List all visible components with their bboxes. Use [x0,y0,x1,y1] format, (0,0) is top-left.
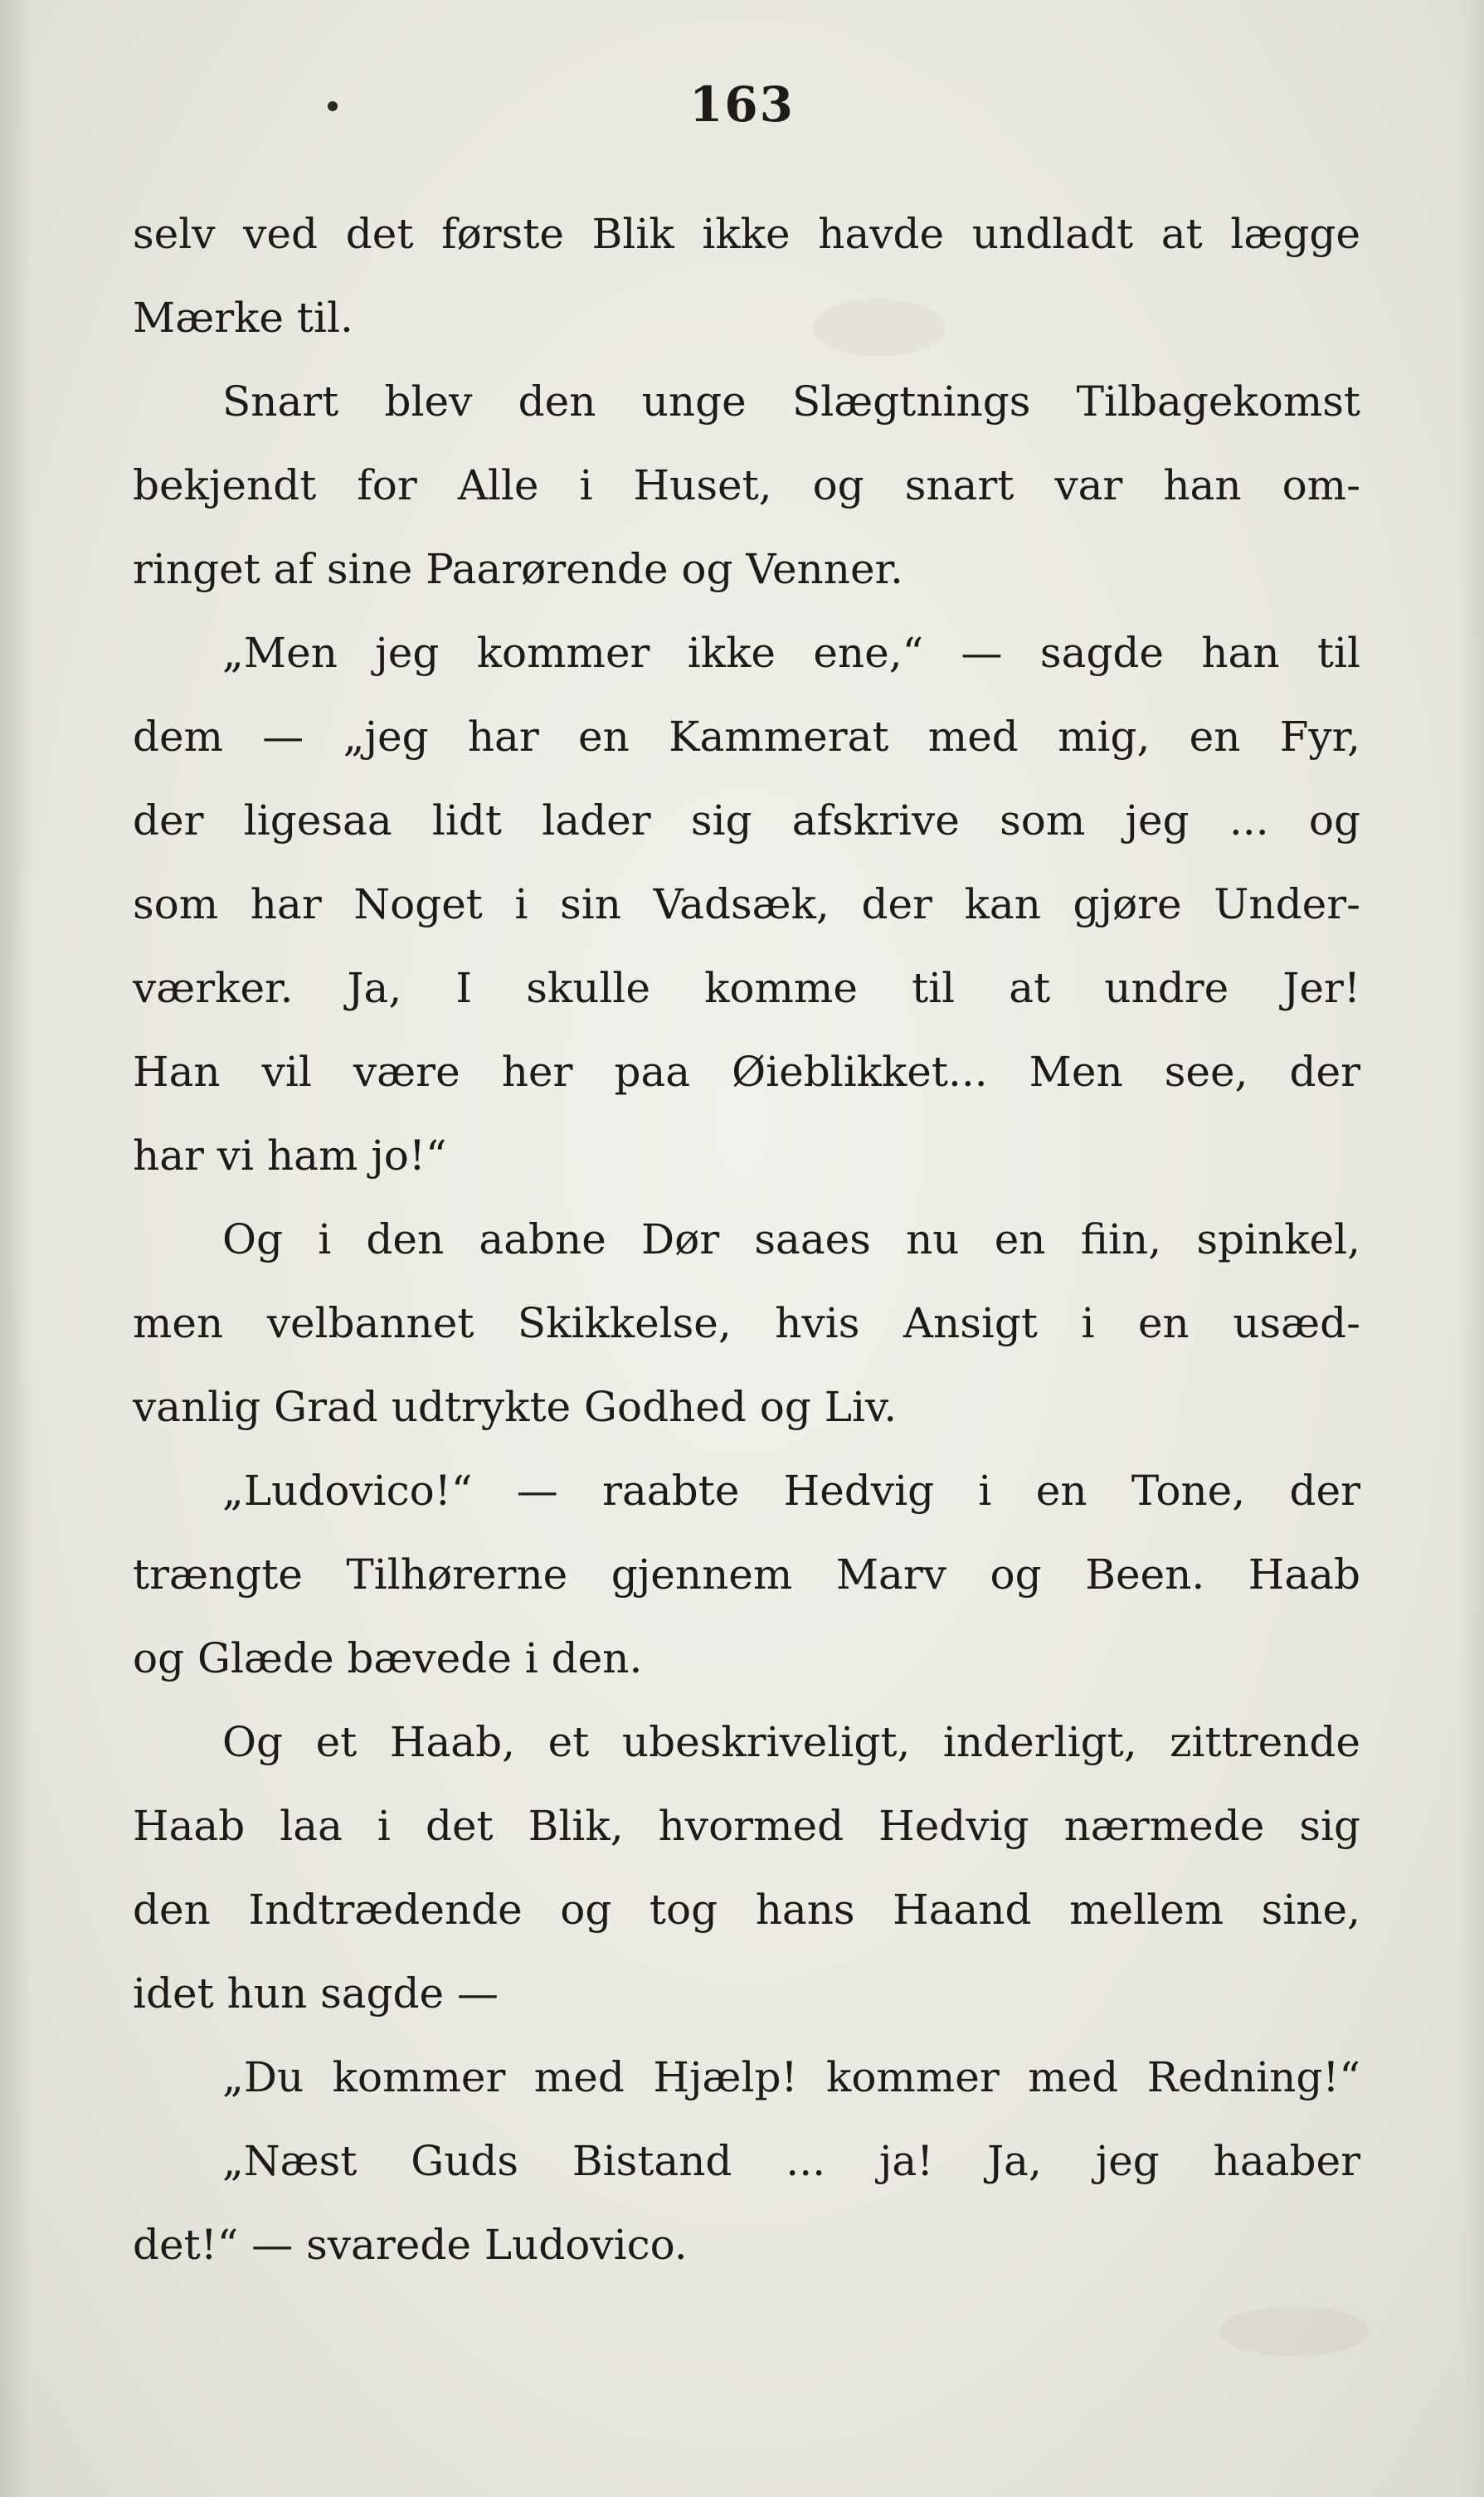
text-line: „Du kommer med Hjælp! kommer med Redning!“ [222,2053,1360,2101]
text-line: Haab laa i det Blik, hvormed Hedvig nærmede sig [133,1802,1360,1850]
paper-stain [1219,2306,1369,2356]
text-line: Snart blev den unge Slægtnings Tilbagekomst [222,377,1360,426]
text-line: Mærke til. [133,294,353,342]
text-line: ringet af sine Paarørende og Venner. [133,545,903,593]
text-line: Han vil være her paa Øieblikket... Men see, der [133,1048,1360,1096]
text-line: Og et Haab, et ubeskriveligt, inderligt, zittrende [222,1718,1360,1766]
text-line: „Men jeg kommer ikke ene,“ — sagde han til [222,629,1360,677]
text-line: som har Noget i sin Vadsæk, der kan gjøre Under- [133,880,1360,928]
text-line: bekjendt for Alle i Huset, og snart var han om- [133,461,1360,509]
text-line: den Indtrædende og tog hans Haand mellem sine, [133,1886,1360,1934]
text-line: det!“ — svarede Ludovico. [133,2221,688,2269]
text-line: men velbannet Skikkelse, hvis Ansigt i en usæd- [133,1299,1360,1347]
text-line: har vi ham jo!“ [133,1132,447,1180]
page-shadow-right [1461,0,1484,2497]
text-line: trængte Tilhørerne gjennem Marv og Been. Haab [133,1550,1360,1599]
page-shadow-left [0,0,32,2497]
text-line: Og i den aabne Dør saaes nu en fiin, spinkel, [222,1215,1360,1263]
text-line: „Næst Guds Bistand ... ja! Ja, jeg haaber [222,2137,1360,2185]
text-line: „Ludovico!“ — raabte Hedvig i en Tone, der [222,1467,1360,1515]
text-line: dem — „jeg har en Kammerat med mig, en Fyr, [133,713,1360,761]
text-line: idet hun sagde — [133,1969,499,2018]
text-line: og Glæde bævede i den. [133,1634,643,1682]
text-line: værker. Ja, I skulle komme til at undre Jer! [133,964,1360,1012]
body-text [133,192,1360,2287]
text-line: vanlig Grad udtrykte Godhed og Liv. [133,1383,898,1431]
text-line: der ligesaa lidt lader sig afskrive som jeg ... og [133,796,1360,845]
page-number: 163 [688,76,796,133]
text-line: selv ved det første Blik ikke havde undladt at lægge [133,210,1360,258]
